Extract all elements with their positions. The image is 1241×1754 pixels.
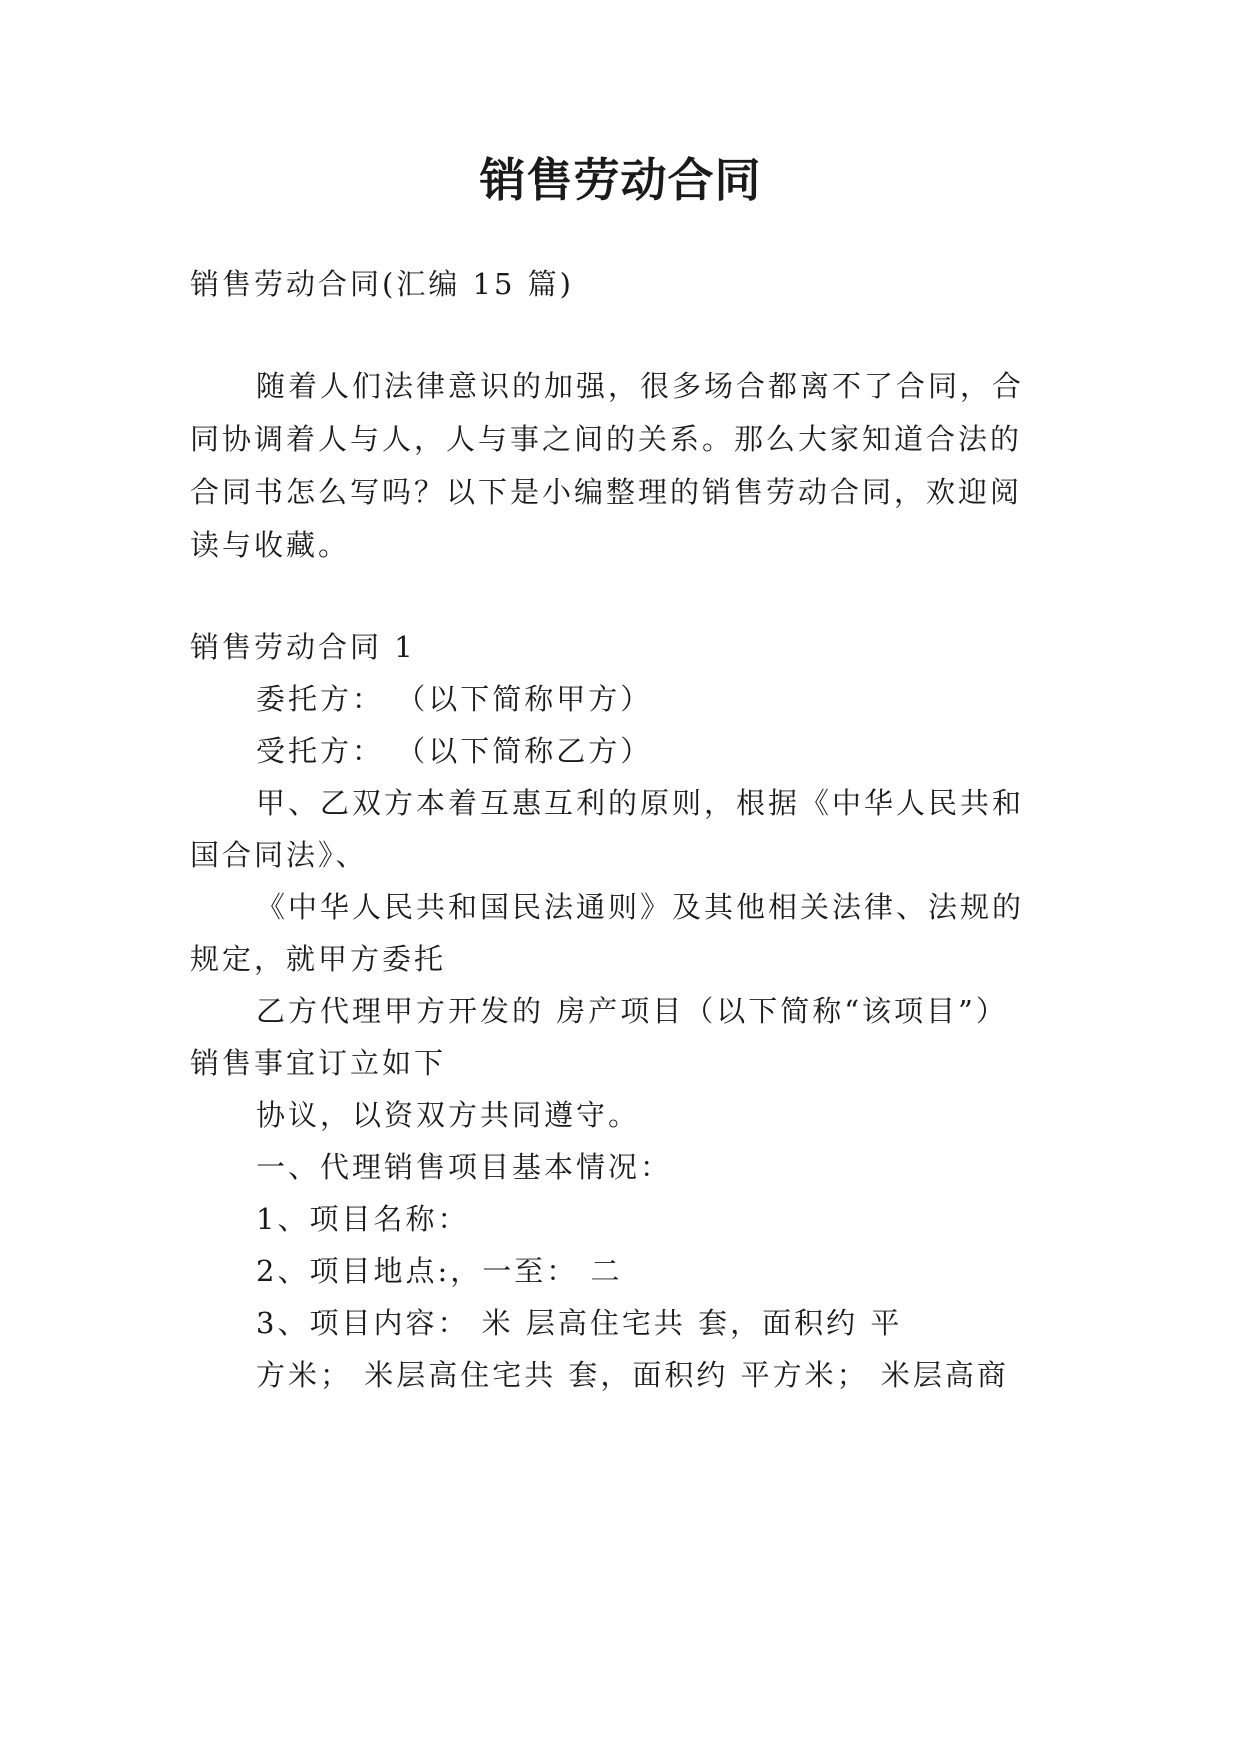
section-heading: 销售劳动合同 1: [190, 630, 416, 664]
body-line: 委托方： （以下简称甲方）: [256, 682, 653, 716]
document-subtitle: 销售劳动合同(汇编 15 篇): [190, 267, 574, 301]
body-line: 受托方： （以下简称乙方）: [256, 734, 653, 768]
body-line: 一、代理销售项目基本情况：: [256, 1150, 673, 1184]
intro-line: 读与收藏。: [190, 528, 351, 562]
intro-line: 随着人们法律意识的加强，很多场合都离不了合同，合: [256, 369, 1025, 403]
document-title: 销售劳动合同: [479, 153, 762, 207]
body-line: 2、项目地点:，一至： 二: [256, 1254, 623, 1288]
body-line: 销售事宜订立如下: [190, 1046, 447, 1080]
body-line: 3、项目内容： 米 层高住宅共 套，面积约 平: [256, 1306, 903, 1340]
body-line: 规定，就甲方委托: [190, 942, 447, 976]
intro-line: 合同书怎么写吗？以下是小编整理的销售劳动合同，欢迎阅: [190, 475, 1023, 509]
body-line: 国合同法》、: [190, 838, 368, 872]
intro-line: 同协调着人与人，人与事之间的关系。那么大家知道合法的: [190, 422, 1023, 456]
body-line: 甲、乙双方本着互惠互利的原则，根据《中华人民共和: [256, 786, 1025, 820]
body-line: 1、项目名称：: [256, 1202, 470, 1236]
body-line: 《中华人民共和国民法通则》及其他相关法律、法规的: [256, 890, 1025, 924]
body-line: 乙方代理甲方开发的 房产项目（以下简称“该项目”）: [256, 994, 1008, 1028]
body-line: 方米； 米层高住宅共 套，面积约 平方米； 米层高商: [256, 1358, 1009, 1392]
body-line: 协议，以资双方共同遵守。: [256, 1098, 641, 1132]
